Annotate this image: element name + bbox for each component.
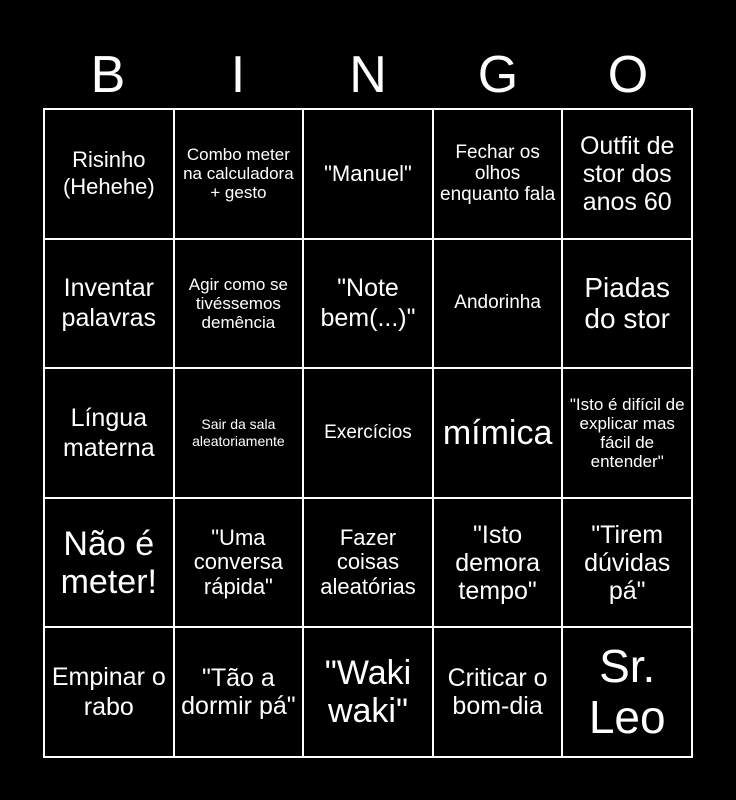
cell-text: Inventar palavras: [61, 274, 157, 333]
cell-text: Sair da sala aleatoriamente: [192, 416, 285, 449]
bingo-cell[interactable]: [174, 239, 304, 369]
cell-text: Piadas do stor: [584, 272, 670, 335]
bingo-cell[interactable]: [174, 498, 304, 628]
bingo-cell[interactable]: [303, 109, 433, 239]
header-letter-b: B: [90, 46, 126, 104]
bingo-cell[interactable]: [303, 368, 433, 498]
bingo-cell[interactable]: [562, 109, 692, 239]
bingo-cell[interactable]: [174, 109, 304, 239]
bingo-cell[interactable]: [562, 239, 692, 369]
bingo-cell[interactable]: [174, 368, 304, 498]
cell-text: Fazer coisas aleatórias: [320, 524, 416, 599]
cell-text: Fechar os olhos enquanto fala: [440, 141, 556, 206]
bingo-cell[interactable]: [562, 368, 692, 498]
bingo-cell[interactable]: [433, 627, 563, 757]
header-letter-o: O: [607, 46, 649, 104]
cell-text: Língua materna: [62, 403, 155, 462]
bingo-header: [43, 42, 693, 108]
header-letter-g: G: [477, 46, 519, 104]
cell-text: Empinar o rabo: [51, 663, 166, 722]
header-letter-i: I: [230, 46, 246, 104]
bingo-cell[interactable]: [44, 627, 174, 757]
bingo-cell[interactable]: [433, 109, 563, 239]
cell-text: Combo meter na calculadora + gesto: [183, 145, 294, 203]
cell-text: Criticar o bom-dia: [447, 664, 548, 721]
bingo-cell[interactable]: [562, 498, 692, 628]
cell-text: Sr. Leo: [588, 639, 666, 744]
header-letter-n: N: [349, 46, 387, 104]
cell-text: Não é meter!: [60, 524, 157, 601]
bingo-board: [43, 108, 693, 758]
bingo-cell[interactable]: [44, 368, 174, 498]
cell-text: Agir como se tivéssemos demência: [188, 274, 288, 332]
bingo-cell[interactable]: [303, 239, 433, 369]
cell-text: Andorinha: [454, 291, 541, 313]
bingo-cell[interactable]: [303, 498, 433, 628]
bingo-cell[interactable]: [433, 368, 563, 498]
bingo-cell[interactable]: [433, 239, 563, 369]
bingo-cell[interactable]: [44, 239, 174, 369]
cell-text: Outfit de stor dos anos 60: [579, 131, 675, 216]
cell-text: "Waki waki": [324, 654, 412, 731]
bingo-cell[interactable]: [303, 627, 433, 757]
bingo-cell[interactable]: [433, 498, 563, 628]
cell-text: "Uma conversa rápida": [193, 524, 284, 599]
bingo-cell[interactable]: [44, 498, 174, 628]
cell-text: mímica: [442, 413, 553, 452]
cell-text: "Note bem(...)": [320, 274, 416, 333]
cell-text: "Isto demora tempo": [455, 520, 540, 605]
cell-text: "Tão a dormir pá": [181, 664, 296, 721]
cell-text: "Isto é difícil de explicar mas fácil de entender": [569, 394, 685, 472]
bingo-cell[interactable]: [562, 627, 692, 757]
bingo-cell[interactable]: [174, 627, 304, 757]
bingo-cell[interactable]: [44, 109, 174, 239]
cell-text: Exercícios: [324, 421, 412, 443]
cell-text: "Manuel": [324, 160, 412, 186]
cell-text: "Tirem dúvidas pá": [584, 520, 671, 605]
cell-text: Risinho (Hehehe): [62, 147, 155, 199]
